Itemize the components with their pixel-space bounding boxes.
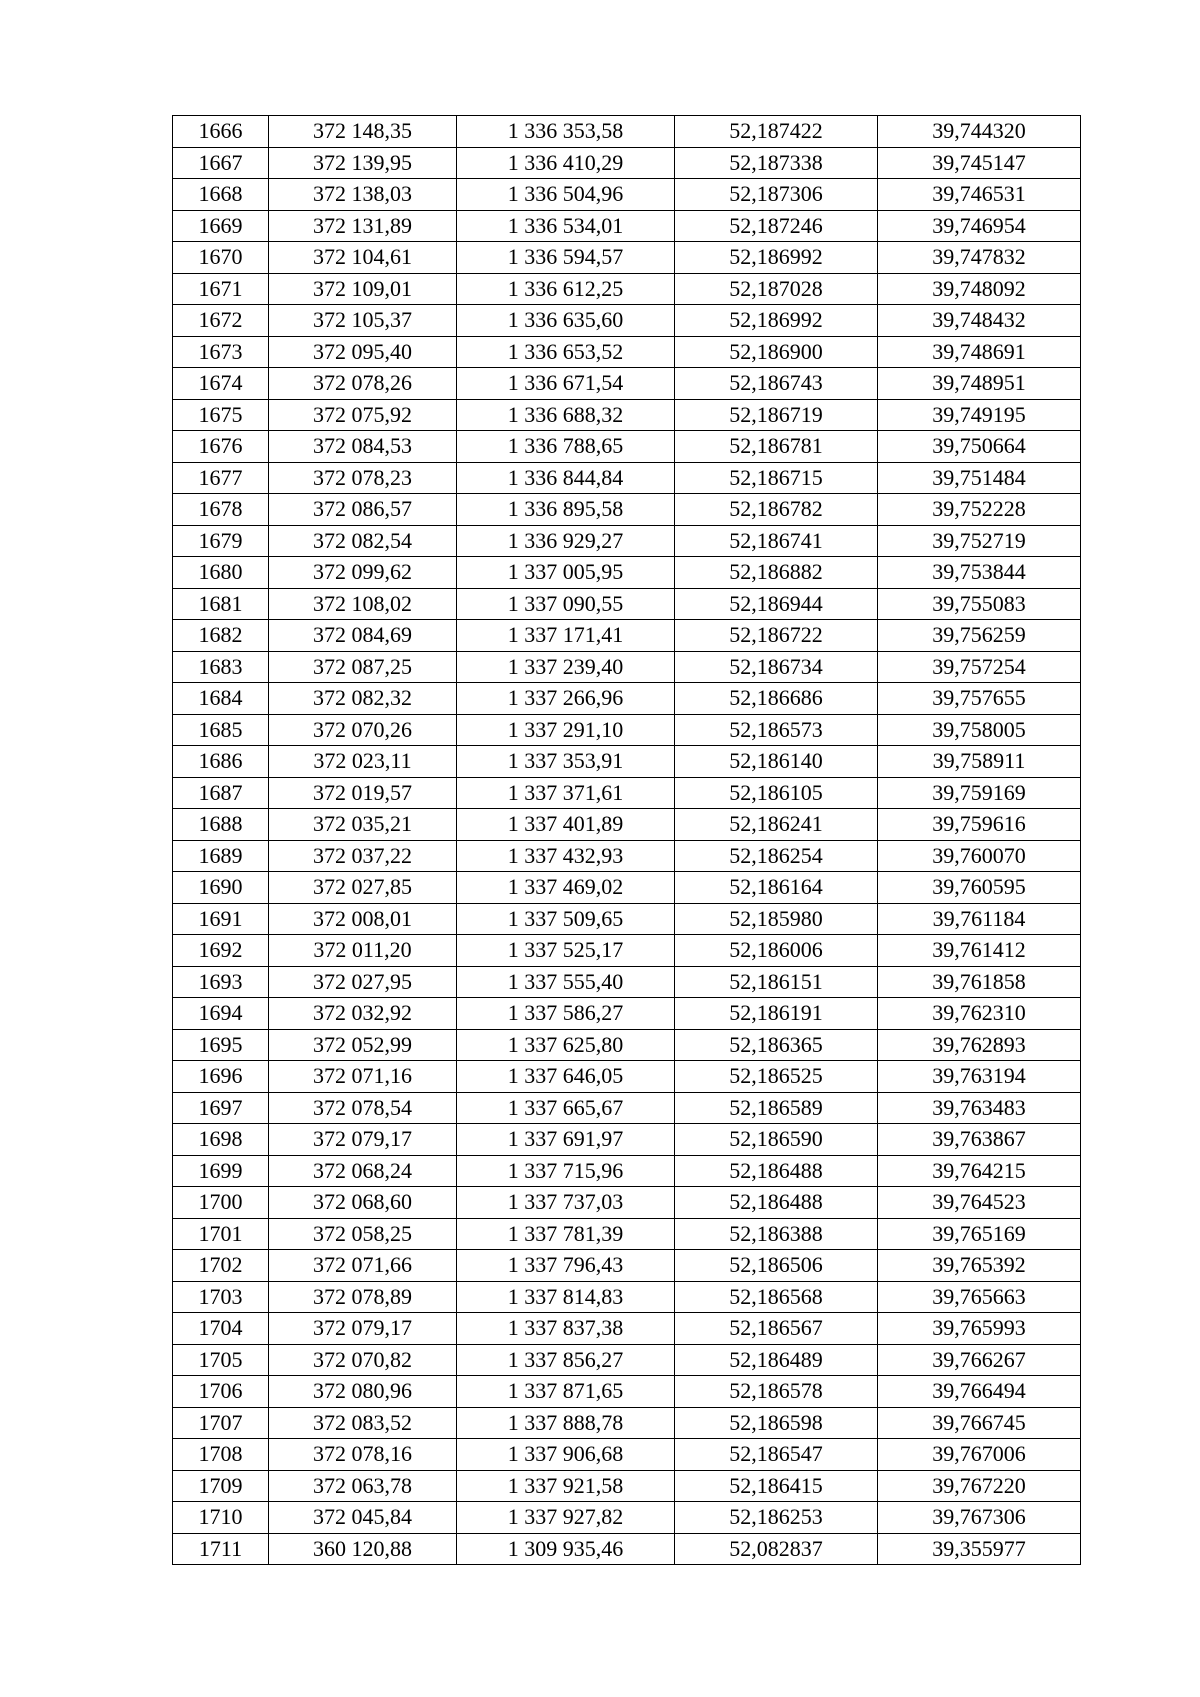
x-coordinate-cell: 372 084,69 bbox=[269, 620, 457, 652]
y-coordinate-cell: 1 337 171,41 bbox=[457, 620, 675, 652]
latitude-cell: 52,186140 bbox=[675, 746, 878, 778]
latitude-cell: 52,082837 bbox=[675, 1533, 878, 1565]
latitude-cell: 52,186782 bbox=[675, 494, 878, 526]
latitude-cell: 52,187422 bbox=[675, 116, 878, 148]
longitude-cell: 39,763194 bbox=[878, 1061, 1081, 1093]
latitude-cell: 52,186388 bbox=[675, 1218, 878, 1250]
y-coordinate-cell: 1 337 266,96 bbox=[457, 683, 675, 715]
y-coordinate-cell: 1 337 371,61 bbox=[457, 777, 675, 809]
table-row bbox=[173, 935, 1081, 967]
table-row bbox=[173, 242, 1081, 274]
y-coordinate-cell: 1 336 410,29 bbox=[457, 147, 675, 179]
point-number-cell: 1698 bbox=[173, 1124, 269, 1156]
point-number-cell: 1710 bbox=[173, 1502, 269, 1534]
table-row bbox=[173, 1439, 1081, 1471]
point-number-cell: 1674 bbox=[173, 368, 269, 400]
y-coordinate-cell: 1 336 788,65 bbox=[457, 431, 675, 463]
point-number-cell: 1703 bbox=[173, 1281, 269, 1313]
latitude-cell: 52,186719 bbox=[675, 399, 878, 431]
y-coordinate-cell: 1 337 781,39 bbox=[457, 1218, 675, 1250]
table-row bbox=[173, 1061, 1081, 1093]
table-row bbox=[173, 1187, 1081, 1219]
y-coordinate-cell: 1 336 688,32 bbox=[457, 399, 675, 431]
x-coordinate-cell: 372 082,32 bbox=[269, 683, 457, 715]
longitude-cell: 39,764523 bbox=[878, 1187, 1081, 1219]
latitude-cell: 52,186573 bbox=[675, 714, 878, 746]
table-row bbox=[173, 1376, 1081, 1408]
latitude-cell: 52,186686 bbox=[675, 683, 878, 715]
longitude-cell: 39,748432 bbox=[878, 305, 1081, 337]
point-number-cell: 1676 bbox=[173, 431, 269, 463]
longitude-cell: 39,355977 bbox=[878, 1533, 1081, 1565]
latitude-cell: 52,186743 bbox=[675, 368, 878, 400]
longitude-cell: 39,766494 bbox=[878, 1376, 1081, 1408]
point-number-cell: 1695 bbox=[173, 1029, 269, 1061]
x-coordinate-cell: 372 086,57 bbox=[269, 494, 457, 526]
latitude-cell: 52,186506 bbox=[675, 1250, 878, 1282]
x-coordinate-cell: 372 139,95 bbox=[269, 147, 457, 179]
longitude-cell: 39,756259 bbox=[878, 620, 1081, 652]
latitude-cell: 52,186006 bbox=[675, 935, 878, 967]
table-row bbox=[173, 1029, 1081, 1061]
table-row bbox=[173, 714, 1081, 746]
y-coordinate-cell: 1 336 929,27 bbox=[457, 525, 675, 557]
y-coordinate-cell: 1 336 353,58 bbox=[457, 116, 675, 148]
longitude-cell: 39,752228 bbox=[878, 494, 1081, 526]
latitude-cell: 52,186151 bbox=[675, 966, 878, 998]
y-coordinate-cell: 1 336 895,58 bbox=[457, 494, 675, 526]
latitude-cell: 52,186547 bbox=[675, 1439, 878, 1471]
point-number-cell: 1673 bbox=[173, 336, 269, 368]
table-row bbox=[173, 210, 1081, 242]
point-number-cell: 1671 bbox=[173, 273, 269, 305]
point-number-cell: 1688 bbox=[173, 809, 269, 841]
table-row bbox=[173, 368, 1081, 400]
table-row bbox=[173, 998, 1081, 1030]
y-coordinate-cell: 1 336 594,57 bbox=[457, 242, 675, 274]
latitude-cell: 52,186578 bbox=[675, 1376, 878, 1408]
x-coordinate-cell: 372 032,92 bbox=[269, 998, 457, 1030]
longitude-cell: 39,767006 bbox=[878, 1439, 1081, 1471]
latitude-cell: 52,186590 bbox=[675, 1124, 878, 1156]
y-coordinate-cell: 1 337 927,82 bbox=[457, 1502, 675, 1534]
x-coordinate-cell: 372 082,54 bbox=[269, 525, 457, 557]
point-number-cell: 1705 bbox=[173, 1344, 269, 1376]
x-coordinate-cell: 372 078,89 bbox=[269, 1281, 457, 1313]
longitude-cell: 39,758005 bbox=[878, 714, 1081, 746]
longitude-cell: 39,761412 bbox=[878, 935, 1081, 967]
point-number-cell: 1684 bbox=[173, 683, 269, 715]
x-coordinate-cell: 372 105,37 bbox=[269, 305, 457, 337]
x-coordinate-cell: 372 078,26 bbox=[269, 368, 457, 400]
y-coordinate-cell: 1 336 534,01 bbox=[457, 210, 675, 242]
y-coordinate-cell: 1 337 871,65 bbox=[457, 1376, 675, 1408]
y-coordinate-cell: 1 337 469,02 bbox=[457, 872, 675, 904]
point-number-cell: 1675 bbox=[173, 399, 269, 431]
table-row bbox=[173, 494, 1081, 526]
table-row bbox=[173, 336, 1081, 368]
point-number-cell: 1707 bbox=[173, 1407, 269, 1439]
y-coordinate-cell: 1 337 401,89 bbox=[457, 809, 675, 841]
x-coordinate-cell: 372 063,78 bbox=[269, 1470, 457, 1502]
y-coordinate-cell: 1 337 586,27 bbox=[457, 998, 675, 1030]
x-coordinate-cell: 372 079,17 bbox=[269, 1313, 457, 1345]
point-number-cell: 1667 bbox=[173, 147, 269, 179]
y-coordinate-cell: 1 336 653,52 bbox=[457, 336, 675, 368]
latitude-cell: 52,186415 bbox=[675, 1470, 878, 1502]
latitude-cell: 52,186568 bbox=[675, 1281, 878, 1313]
table-row bbox=[173, 462, 1081, 494]
y-coordinate-cell: 1 337 555,40 bbox=[457, 966, 675, 998]
latitude-cell: 52,186567 bbox=[675, 1313, 878, 1345]
table-row bbox=[173, 840, 1081, 872]
longitude-cell: 39,748951 bbox=[878, 368, 1081, 400]
x-coordinate-cell: 372 068,60 bbox=[269, 1187, 457, 1219]
y-coordinate-cell: 1 337 737,03 bbox=[457, 1187, 675, 1219]
y-coordinate-cell: 1 337 005,95 bbox=[457, 557, 675, 589]
latitude-cell: 52,186741 bbox=[675, 525, 878, 557]
latitude-cell: 52,187338 bbox=[675, 147, 878, 179]
longitude-cell: 39,767220 bbox=[878, 1470, 1081, 1502]
point-number-cell: 1679 bbox=[173, 525, 269, 557]
longitude-cell: 39,761184 bbox=[878, 903, 1081, 935]
y-coordinate-cell: 1 337 691,97 bbox=[457, 1124, 675, 1156]
coordinates-table bbox=[172, 115, 1081, 1565]
table-row bbox=[173, 683, 1081, 715]
latitude-cell: 52,186715 bbox=[675, 462, 878, 494]
x-coordinate-cell: 372 108,02 bbox=[269, 588, 457, 620]
point-number-cell: 1702 bbox=[173, 1250, 269, 1282]
table-row bbox=[173, 651, 1081, 683]
x-coordinate-cell: 372 023,11 bbox=[269, 746, 457, 778]
longitude-cell: 39,758911 bbox=[878, 746, 1081, 778]
point-number-cell: 1694 bbox=[173, 998, 269, 1030]
point-number-cell: 1706 bbox=[173, 1376, 269, 1408]
x-coordinate-cell: 372 035,21 bbox=[269, 809, 457, 841]
latitude-cell: 52,187246 bbox=[675, 210, 878, 242]
x-coordinate-cell: 372 079,17 bbox=[269, 1124, 457, 1156]
latitude-cell: 52,186489 bbox=[675, 1344, 878, 1376]
latitude-cell: 52,186781 bbox=[675, 431, 878, 463]
latitude-cell: 52,187306 bbox=[675, 179, 878, 211]
table-row bbox=[173, 525, 1081, 557]
longitude-cell: 39,748691 bbox=[878, 336, 1081, 368]
longitude-cell: 39,757655 bbox=[878, 683, 1081, 715]
y-coordinate-cell: 1 337 665,67 bbox=[457, 1092, 675, 1124]
x-coordinate-cell: 372 045,84 bbox=[269, 1502, 457, 1534]
latitude-cell: 52,187028 bbox=[675, 273, 878, 305]
longitude-cell: 39,761858 bbox=[878, 966, 1081, 998]
longitude-cell: 39,762310 bbox=[878, 998, 1081, 1030]
table-row bbox=[173, 777, 1081, 809]
point-number-cell: 1686 bbox=[173, 746, 269, 778]
longitude-cell: 39,766267 bbox=[878, 1344, 1081, 1376]
longitude-cell: 39,762893 bbox=[878, 1029, 1081, 1061]
y-coordinate-cell: 1 309 935,46 bbox=[457, 1533, 675, 1565]
point-number-cell: 1680 bbox=[173, 557, 269, 589]
x-coordinate-cell: 372 071,66 bbox=[269, 1250, 457, 1282]
table-row bbox=[173, 809, 1081, 841]
latitude-cell: 52,186722 bbox=[675, 620, 878, 652]
longitude-cell: 39,749195 bbox=[878, 399, 1081, 431]
y-coordinate-cell: 1 337 625,80 bbox=[457, 1029, 675, 1061]
y-coordinate-cell: 1 336 612,25 bbox=[457, 273, 675, 305]
longitude-cell: 39,759616 bbox=[878, 809, 1081, 841]
table-row bbox=[173, 273, 1081, 305]
latitude-cell: 52,186241 bbox=[675, 809, 878, 841]
y-coordinate-cell: 1 337 715,96 bbox=[457, 1155, 675, 1187]
y-coordinate-cell: 1 337 525,17 bbox=[457, 935, 675, 967]
point-number-cell: 1678 bbox=[173, 494, 269, 526]
latitude-cell: 52,186944 bbox=[675, 588, 878, 620]
longitude-cell: 39,757254 bbox=[878, 651, 1081, 683]
x-coordinate-cell: 360 120,88 bbox=[269, 1533, 457, 1565]
longitude-cell: 39,765663 bbox=[878, 1281, 1081, 1313]
longitude-cell: 39,763483 bbox=[878, 1092, 1081, 1124]
y-coordinate-cell: 1 337 856,27 bbox=[457, 1344, 675, 1376]
table-row bbox=[173, 1092, 1081, 1124]
x-coordinate-cell: 372 080,96 bbox=[269, 1376, 457, 1408]
x-coordinate-cell: 372 070,26 bbox=[269, 714, 457, 746]
table-row bbox=[173, 1533, 1081, 1565]
point-number-cell: 1700 bbox=[173, 1187, 269, 1219]
longitude-cell: 39,748092 bbox=[878, 273, 1081, 305]
y-coordinate-cell: 1 337 888,78 bbox=[457, 1407, 675, 1439]
x-coordinate-cell: 372 027,95 bbox=[269, 966, 457, 998]
x-coordinate-cell: 372 008,01 bbox=[269, 903, 457, 935]
x-coordinate-cell: 372 104,61 bbox=[269, 242, 457, 274]
latitude-cell: 52,186254 bbox=[675, 840, 878, 872]
table-row bbox=[173, 1124, 1081, 1156]
point-number-cell: 1696 bbox=[173, 1061, 269, 1093]
table-row bbox=[173, 872, 1081, 904]
longitude-cell: 39,765993 bbox=[878, 1313, 1081, 1345]
x-coordinate-cell: 372 131,89 bbox=[269, 210, 457, 242]
table-row bbox=[173, 1470, 1081, 1502]
point-number-cell: 1682 bbox=[173, 620, 269, 652]
longitude-cell: 39,759169 bbox=[878, 777, 1081, 809]
latitude-cell: 52,186525 bbox=[675, 1061, 878, 1093]
y-coordinate-cell: 1 337 239,40 bbox=[457, 651, 675, 683]
longitude-cell: 39,755083 bbox=[878, 588, 1081, 620]
x-coordinate-cell: 372 109,01 bbox=[269, 273, 457, 305]
longitude-cell: 39,747832 bbox=[878, 242, 1081, 274]
point-number-cell: 1685 bbox=[173, 714, 269, 746]
point-number-cell: 1670 bbox=[173, 242, 269, 274]
point-number-cell: 1689 bbox=[173, 840, 269, 872]
longitude-cell: 39,766745 bbox=[878, 1407, 1081, 1439]
point-number-cell: 1687 bbox=[173, 777, 269, 809]
point-number-cell: 1704 bbox=[173, 1313, 269, 1345]
table-row bbox=[173, 1218, 1081, 1250]
latitude-cell: 52,186882 bbox=[675, 557, 878, 589]
latitude-cell: 52,186734 bbox=[675, 651, 878, 683]
table-row bbox=[173, 966, 1081, 998]
x-coordinate-cell: 372 027,85 bbox=[269, 872, 457, 904]
table-row bbox=[173, 399, 1081, 431]
point-number-cell: 1666 bbox=[173, 116, 269, 148]
y-coordinate-cell: 1 337 796,43 bbox=[457, 1250, 675, 1282]
table-row bbox=[173, 1344, 1081, 1376]
x-coordinate-cell: 372 084,53 bbox=[269, 431, 457, 463]
table-row bbox=[173, 1281, 1081, 1313]
point-number-cell: 1668 bbox=[173, 179, 269, 211]
table-row bbox=[173, 305, 1081, 337]
x-coordinate-cell: 372 058,25 bbox=[269, 1218, 457, 1250]
longitude-cell: 39,752719 bbox=[878, 525, 1081, 557]
x-coordinate-cell: 372 099,62 bbox=[269, 557, 457, 589]
table-row bbox=[173, 746, 1081, 778]
table-row bbox=[173, 431, 1081, 463]
table-row bbox=[173, 557, 1081, 589]
point-number-cell: 1683 bbox=[173, 651, 269, 683]
table-row bbox=[173, 620, 1081, 652]
table-row bbox=[173, 147, 1081, 179]
point-number-cell: 1699 bbox=[173, 1155, 269, 1187]
table-row bbox=[173, 903, 1081, 935]
x-coordinate-cell: 372 070,82 bbox=[269, 1344, 457, 1376]
x-coordinate-cell: 372 138,03 bbox=[269, 179, 457, 211]
longitude-cell: 39,764215 bbox=[878, 1155, 1081, 1187]
y-coordinate-cell: 1 337 509,65 bbox=[457, 903, 675, 935]
y-coordinate-cell: 1 337 090,55 bbox=[457, 588, 675, 620]
longitude-cell: 39,746531 bbox=[878, 179, 1081, 211]
point-number-cell: 1691 bbox=[173, 903, 269, 935]
coordinates-table-body bbox=[173, 116, 1081, 1565]
x-coordinate-cell: 372 078,16 bbox=[269, 1439, 457, 1471]
x-coordinate-cell: 372 011,20 bbox=[269, 935, 457, 967]
latitude-cell: 52,186589 bbox=[675, 1092, 878, 1124]
y-coordinate-cell: 1 336 844,84 bbox=[457, 462, 675, 494]
longitude-cell: 39,746954 bbox=[878, 210, 1081, 242]
point-number-cell: 1709 bbox=[173, 1470, 269, 1502]
table-row bbox=[173, 1407, 1081, 1439]
latitude-cell: 52,185980 bbox=[675, 903, 878, 935]
y-coordinate-cell: 1 337 646,05 bbox=[457, 1061, 675, 1093]
longitude-cell: 39,753844 bbox=[878, 557, 1081, 589]
table-row bbox=[173, 588, 1081, 620]
y-coordinate-cell: 1 336 635,60 bbox=[457, 305, 675, 337]
latitude-cell: 52,186488 bbox=[675, 1187, 878, 1219]
point-number-cell: 1693 bbox=[173, 966, 269, 998]
table-row bbox=[173, 1502, 1081, 1534]
point-number-cell: 1708 bbox=[173, 1439, 269, 1471]
y-coordinate-cell: 1 336 504,96 bbox=[457, 179, 675, 211]
table-row bbox=[173, 1250, 1081, 1282]
latitude-cell: 52,186191 bbox=[675, 998, 878, 1030]
x-coordinate-cell: 372 019,57 bbox=[269, 777, 457, 809]
latitude-cell: 52,186900 bbox=[675, 336, 878, 368]
point-number-cell: 1697 bbox=[173, 1092, 269, 1124]
point-number-cell: 1711 bbox=[173, 1533, 269, 1565]
x-coordinate-cell: 372 083,52 bbox=[269, 1407, 457, 1439]
point-number-cell: 1692 bbox=[173, 935, 269, 967]
longitude-cell: 39,765392 bbox=[878, 1250, 1081, 1282]
y-coordinate-cell: 1 337 837,38 bbox=[457, 1313, 675, 1345]
table-row bbox=[173, 116, 1081, 148]
latitude-cell: 52,186488 bbox=[675, 1155, 878, 1187]
latitude-cell: 52,186598 bbox=[675, 1407, 878, 1439]
latitude-cell: 52,186365 bbox=[675, 1029, 878, 1061]
point-number-cell: 1677 bbox=[173, 462, 269, 494]
x-coordinate-cell: 372 068,24 bbox=[269, 1155, 457, 1187]
point-number-cell: 1672 bbox=[173, 305, 269, 337]
longitude-cell: 39,763867 bbox=[878, 1124, 1081, 1156]
x-coordinate-cell: 372 148,35 bbox=[269, 116, 457, 148]
x-coordinate-cell: 372 052,99 bbox=[269, 1029, 457, 1061]
longitude-cell: 39,760595 bbox=[878, 872, 1081, 904]
y-coordinate-cell: 1 336 671,54 bbox=[457, 368, 675, 400]
x-coordinate-cell: 372 037,22 bbox=[269, 840, 457, 872]
longitude-cell: 39,744320 bbox=[878, 116, 1081, 148]
y-coordinate-cell: 1 337 921,58 bbox=[457, 1470, 675, 1502]
longitude-cell: 39,767306 bbox=[878, 1502, 1081, 1534]
y-coordinate-cell: 1 337 906,68 bbox=[457, 1439, 675, 1471]
point-number-cell: 1669 bbox=[173, 210, 269, 242]
longitude-cell: 39,765169 bbox=[878, 1218, 1081, 1250]
point-number-cell: 1701 bbox=[173, 1218, 269, 1250]
latitude-cell: 52,186992 bbox=[675, 305, 878, 337]
longitude-cell: 39,745147 bbox=[878, 147, 1081, 179]
latitude-cell: 52,186164 bbox=[675, 872, 878, 904]
point-number-cell: 1690 bbox=[173, 872, 269, 904]
x-coordinate-cell: 372 095,40 bbox=[269, 336, 457, 368]
y-coordinate-cell: 1 337 291,10 bbox=[457, 714, 675, 746]
longitude-cell: 39,760070 bbox=[878, 840, 1081, 872]
x-coordinate-cell: 372 078,54 bbox=[269, 1092, 457, 1124]
point-number-cell: 1681 bbox=[173, 588, 269, 620]
table-row bbox=[173, 1313, 1081, 1345]
longitude-cell: 39,751484 bbox=[878, 462, 1081, 494]
latitude-cell: 52,186992 bbox=[675, 242, 878, 274]
latitude-cell: 52,186105 bbox=[675, 777, 878, 809]
x-coordinate-cell: 372 071,16 bbox=[269, 1061, 457, 1093]
y-coordinate-cell: 1 337 814,83 bbox=[457, 1281, 675, 1313]
x-coordinate-cell: 372 075,92 bbox=[269, 399, 457, 431]
y-coordinate-cell: 1 337 432,93 bbox=[457, 840, 675, 872]
y-coordinate-cell: 1 337 353,91 bbox=[457, 746, 675, 778]
table-row bbox=[173, 179, 1081, 211]
latitude-cell: 52,186253 bbox=[675, 1502, 878, 1534]
x-coordinate-cell: 372 087,25 bbox=[269, 651, 457, 683]
longitude-cell: 39,750664 bbox=[878, 431, 1081, 463]
table-row bbox=[173, 1155, 1081, 1187]
x-coordinate-cell: 372 078,23 bbox=[269, 462, 457, 494]
